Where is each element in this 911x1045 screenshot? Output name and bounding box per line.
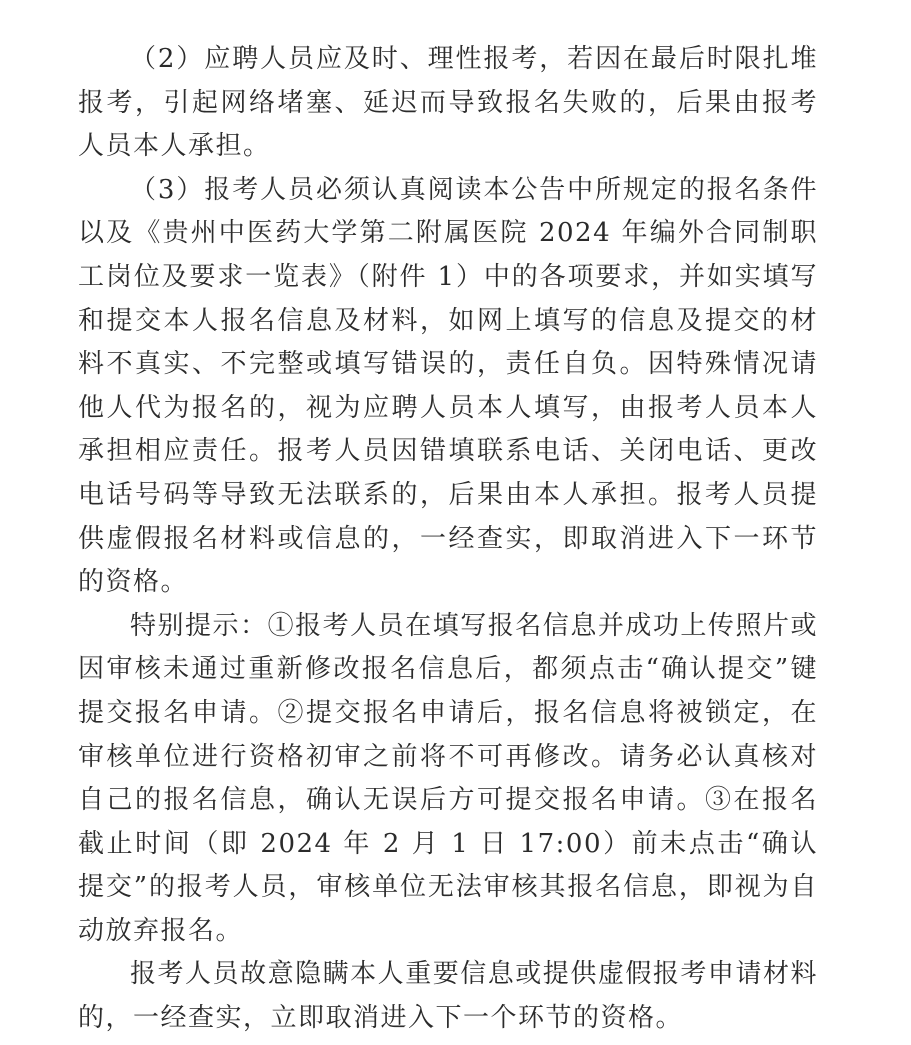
paragraph-false-information-warning: 报考人员故意隐瞒本人重要信息或提供虚假报考申请材料的，一经查实，立即取消进入下一个环节的资格。 <box>78 959 818 1034</box>
paragraph-special-notice: 特别提示：①报考人员在填写报名信息并成功上传照片或因审核未通过重新修改报名信息后，都须点击“确认提交”键提交报名申请。②提交报名申请后，报名信息将被锁定，在审核单位进行资格初审之前将不可再修改。请务必认真核对自己的报名信息，确认无误后方可提交报名申请。③在报名截止时间（即 2024 年 2 月 1 日 17:00）前未点击“确认提交”的报考人员，审核单位无法审核其报名信息，即视为自动放弃报名。 <box>78 610 818 946</box>
paragraph-registration-requirements: （3）报考人员必须认真阅读本公告中所规定的报名条件以及《贵州中医药大学第二附属医院 2024 年编外合同制职工岗位及要求一览表》（附件 1）中的各项要求，并如实填写和提交本人报名信息及材料，如网上填写的信息及提交的材料不真实、不完整或填写错误的，责任自负。因特殊情况请他人代为报名的，视为应聘人员本人填写，由报考人员本人承担相应责任。报考人员因错填联系电话、关闭电话、更改电话号码等导致无法联系的，后果由本人承担。报考人员提供虚假报名材料或信息的，一经查实，即取消进入下一环节的资格。 <box>78 174 818 598</box>
paragraph-online-registration-timing: （2）应聘人员应及时、理性报考，若因在最后时限扎堆报考，引起网络堵塞、延迟而导致报名失败的，后果由报考人员本人承担。 <box>78 44 818 162</box>
document-body <box>78 38 818 1041</box>
